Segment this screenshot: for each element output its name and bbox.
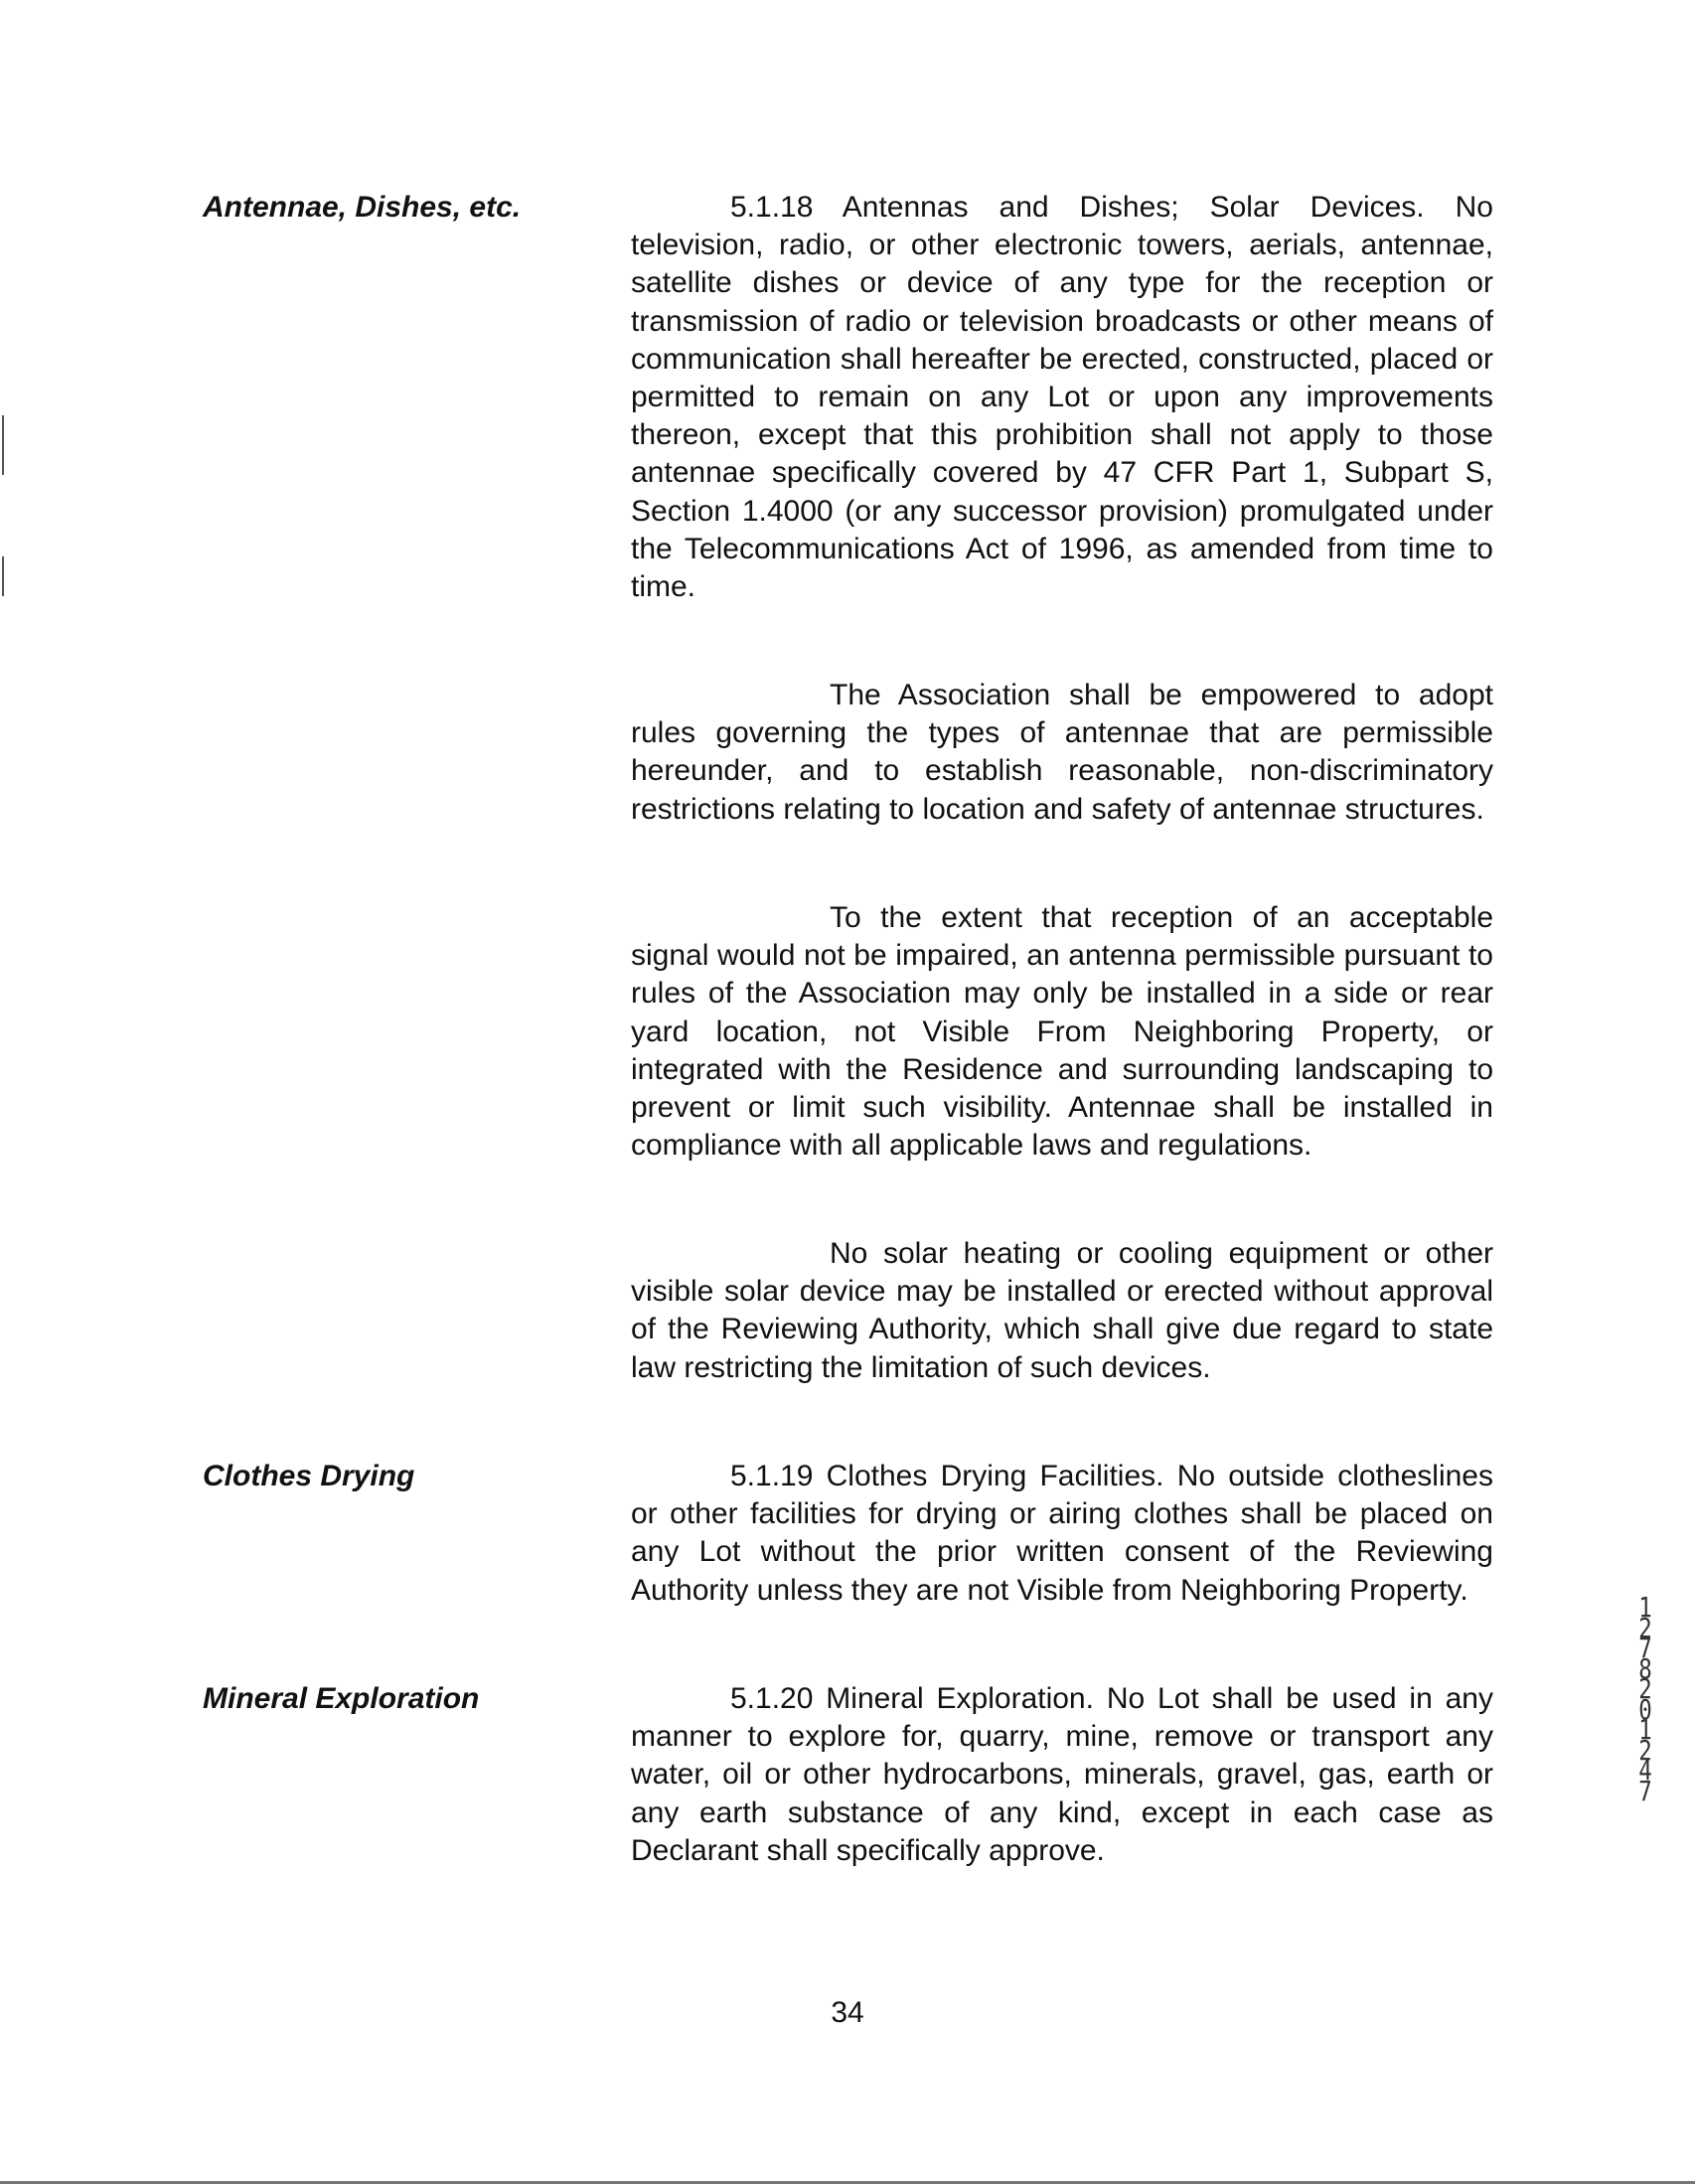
margin-heading-clothes-drying: Clothes Drying <box>203 1460 415 1492</box>
page-number: 34 <box>831 1996 864 2029</box>
paragraph-antenna-placement: To the extent that reception of an acceptable signal would not be impaired, an antenna permissible pursuant to rules of the Association may only be installed in a side or rear yard location, not Visible From Neighboring Property, or integrated with the Residence and surrounding landscaping to prevent or limit such visibility. Antennae shall be installed in compliance with all applicable laws and regulations. <box>631 901 1493 1163</box>
margin-heading-antennae: Antennae, Dishes, etc. <box>203 191 522 224</box>
paragraph-5-1-18: 5.1.18 Antennas and Dishes; Solar Devices. No television, radio, or other electronic towers, aerials, antennae, satellite dishes or device of any type for the reception or transmission of radio or television broadcasts or other means of communication shall hereafter be erected, constructed, placed or permitted to remain on any Lot or upon any improvements thereon, except that this prohibition shall not apply to those antennae specifically covered by 47 CFR Part 1, Subpart S, Section 1.4000 (or any successor provision) promulgated under the Telecommunications Act of 1996, as amended from time to time. <box>631 191 1493 604</box>
scan-edge-mark <box>2 556 4 596</box>
paragraph-association-rules: The Association shall be empowered to adopt rules governing the types of antennae that are permissible hereunder, and to establish reasonable, non-discriminatory restrictions relating to location and safety of antennae structures. <box>631 679 1493 826</box>
paragraph-solar-devices: No solar heating or cooling equipment or other visible solar device may be installed or erected without approval of the Reviewing Authority, which shall give due regard to state law restricting the limitation of such devices. <box>631 1237 1493 1384</box>
margin-heading-mineral-exploration: Mineral Exploration <box>203 1682 480 1715</box>
scan-edge-mark <box>2 415 4 475</box>
paragraph-5-1-20: 5.1.20 Mineral Exploration. No Lot shall be used in any manner to explore for, quarry, mine, remove or transport any water, oil or other hydrocarbons, minerals, gravel, gas, earth or any earth substance of any kind, except in each case as Declarant shall specifically approve. <box>631 1682 1493 1867</box>
recording-stamp: 1 2 7 8 2 0 1 2 4 7 <box>1638 1591 1693 1807</box>
paragraph-5-1-19: 5.1.19 Clothes Drying Facilities. No outside clotheslines or other facilities for drying or airing clothes shall be placed on any Lot without the prior written consent of the Reviewing Authority unless they are not Visible from Neighboring Property. <box>631 1460 1493 1607</box>
